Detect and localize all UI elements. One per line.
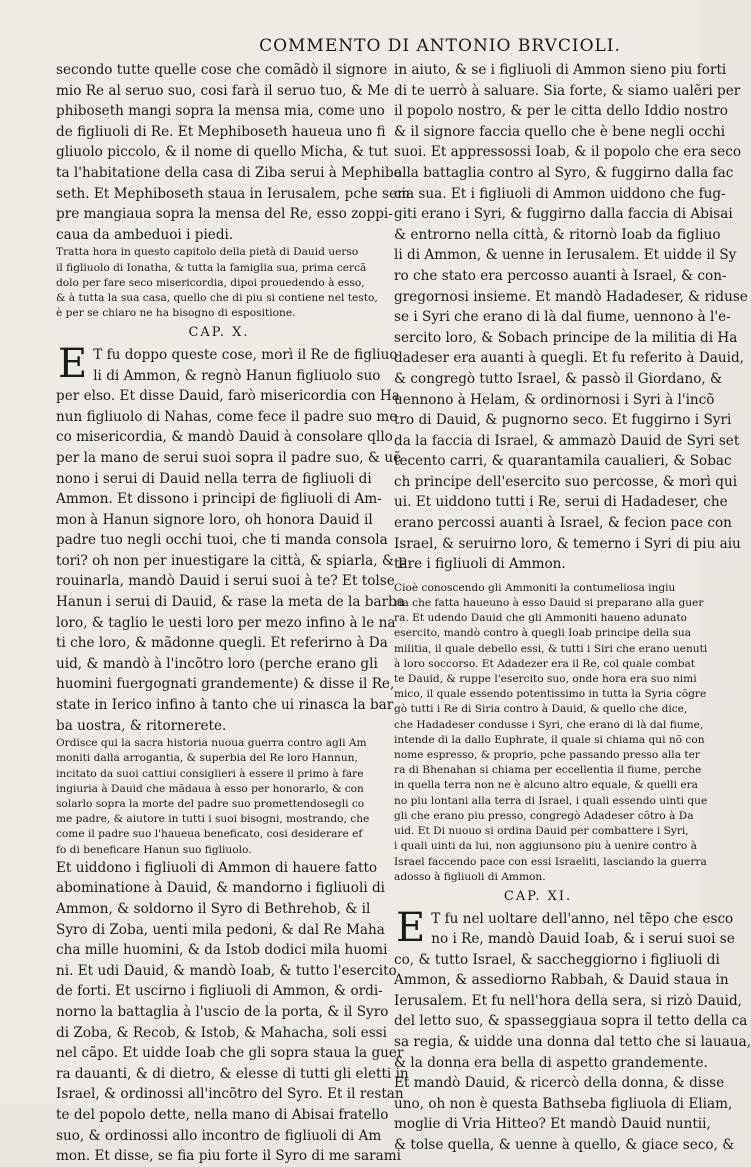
right-column	[394, 60, 751, 1154]
text-line: per la mano de serui suoi sopra il padre suo, & uẽ	[56, 449, 402, 466]
text-line: de figliuoli di Re. Et Mephiboseth haueua uno fi	[56, 123, 386, 140]
text-line: dolo per fare seco misericordia, dipoi prouedendo à esso,	[56, 276, 365, 289]
text-line: te del popolo dette, nella mano di Abisai fratello	[56, 1106, 389, 1123]
text-line: Ordisce qui la sacra historia nuoua guerra contro agli Am	[56, 737, 367, 750]
left-paragraph-3	[56, 858, 409, 1167]
text-line: Ierusalem. Et fu nell'hora della sera, si rizò Dauid,	[394, 992, 743, 1009]
text-line: cia sua. Et i figliuoli di Ammon uiddono che fug-	[394, 185, 726, 202]
text-line: suoi. Et appressossi Ioab, & il popolo che era seco	[394, 144, 742, 161]
text-line: pre mangiaua sopra la mensa del Re, esso zoppi-	[56, 206, 393, 223]
text-line: Et uiddono i figliuoli di Ammon di hauere fatto	[56, 859, 378, 876]
text-line: da la faccia di Israel, & ammazò Dauid de Syri set	[394, 432, 740, 449]
text-line: sa regia, & uidde una donna dal tetto che si lauaua,	[394, 1034, 751, 1051]
text-line: Israel, & seruirno loro, & temerno i Syri di piu aiu	[394, 535, 741, 552]
text-line: di Zoba, & Recob, & Istob, & Mahacha, soli essi	[56, 1024, 387, 1041]
text-line: del letto suo, & spasseggiaua sopra il tetto della ca	[394, 1013, 748, 1030]
text-line: ingiuria à Dauid che mãdaua à esso per honorarlo, & con	[56, 782, 364, 795]
text-line: secondo tutte quelle cose che comãdò il signore	[56, 62, 388, 78]
text-line: suo, & ordinossi allo incontro de figliuoli di Am	[56, 1127, 382, 1144]
text-line: uid, & mandò à l'incõtro loro (perche erano gli	[56, 655, 378, 672]
text-line: gò tutti i Re di Siria contro à Dauid, & quello che dice,	[394, 703, 688, 716]
right-paragraph-2-lines	[394, 904, 751, 1156]
text-line: ro che stato era percosso auanti à Israel, & con-	[394, 267, 727, 284]
text-line: de forti. Et uscirno i figliuoli di Ammon, & ordi-	[56, 983, 383, 1000]
text-line: Israel, & ordinossi all'incõtro del Syro. Et il restan	[56, 1086, 404, 1103]
right-paragraph-1	[394, 60, 748, 575]
right-paragraph-2	[394, 904, 751, 1156]
text-line: è per se chiaro ne ha bisogno di espositione.	[56, 307, 296, 320]
text-line: in aiuto, & se i figliuoli di Ammon sieno piu forti	[394, 62, 727, 78]
text-line: che Hadadeser condusse i Syri, che erano di là dal fiume,	[394, 718, 704, 731]
text-line: esercito, mandò contro à quegli Ioab principe della sua	[394, 627, 692, 640]
text-line: mon. Et disse, se fia piu forte il Syro di me sarami	[56, 1148, 401, 1165]
text-line: intende di la dallo Euphrate, il quale si chiama qui nõ con	[394, 733, 705, 746]
text-line: come il padre suo l'haueua beneficato, cosi desiderare ef	[56, 828, 363, 841]
text-line: ch principe dell'esercito suo percosse, & morì qui	[394, 473, 738, 490]
text-line: abominatione à Dauid, & mandorno i figliuoli di	[56, 880, 386, 897]
text-line: in quella terra non ne è alcuno altro equale, & quelli era	[394, 779, 698, 792]
text-line: uennono à Helam, & ordinornosi i Syri à l'incõ	[394, 391, 715, 408]
text-line: per elso. Et disse Dauid, farò misericordia con Ha	[56, 388, 400, 405]
left-paragraph-1	[56, 60, 410, 245]
text-line: alla battaglia contro al Syro, & fuggirno dalla fac	[394, 164, 734, 181]
text-line: mio Re al seruo suo, cosi farà il seruo tuo, & Me	[56, 82, 390, 99]
text-line: militia, il quale debello essi, & tutti i Siri che erano uenuti	[394, 642, 708, 655]
text-line: tori? oh non per inuestigare la città, & spiarla, & p	[56, 552, 407, 569]
left-commentary-2	[56, 736, 382, 858]
text-line: state in Ierico infino à tanto che ui rinasca la bar	[56, 697, 394, 714]
text-line: Ammon, & soldorno il Syro di Bethrehob, & il	[56, 901, 371, 918]
text-line: gliuolo piccolo, & il nome di quello Micha, & tut	[56, 144, 389, 161]
text-line: ra di Bhenahan si chiama per eccellentia il fiume, perche	[394, 764, 702, 777]
text-line: padre tuo negli occhi tuoi, che ti manda consola	[56, 532, 388, 549]
text-line: no piu lontani alla terra di Israel, i quali essendo uinti que	[394, 794, 708, 807]
text-line: nun figliuolo di Nahas, come fece il padre suo me	[56, 408, 398, 425]
text-line: T fu doppo queste cose, morì il Re de figliuo	[93, 346, 398, 363]
left-paragraph-2-lines	[56, 340, 407, 736]
text-line: Israel faccendo pace con essi Israeliti, lasciando la guerra	[394, 855, 707, 868]
text-line: li di Ammon, & uenne in Ierusalem. Et uidde il Sy	[394, 247, 737, 264]
text-line: Tratta hora in questo capitolo della pietà di Dauid uerso	[56, 246, 359, 259]
text-line: uno, oh non è questa Bathseba figliuola di Eliam,	[394, 1095, 733, 1112]
text-line: co, & tutto Israel, & saccheggiorno i figliuoli di	[394, 951, 720, 968]
left-commentary-1	[56, 245, 382, 321]
text-line: adosso à figliuoli di Ammon.	[394, 870, 546, 883]
text-line: incitato da suoi cattiui consiglieri à essere il primo à fare	[56, 767, 364, 780]
text-line: di te uerrò à saluare. Sia forte, & siamo ualẽri per	[394, 82, 741, 99]
running-header: COMMENTO DI ANTONIO BRVCIOLI.	[259, 36, 621, 56]
text-line: solarlo sopra la morte del padre suo promettendosegli co	[56, 798, 365, 811]
text-line: fo di beneficare Hanun suo figliuolo.	[56, 843, 252, 856]
text-line: Ammon, & assediorno Rabbah, & Dauid staua in	[394, 972, 729, 989]
text-line: mon à Hanun signore loro, oh honora Dauid il	[56, 511, 373, 528]
text-line: & entrorno nella città, & ritornò Ioab da figliuo	[394, 226, 721, 243]
left-paragraph-2	[56, 340, 407, 736]
text-line: uid. Et Di nuouo si ordina Dauid per combattere i Syri,	[394, 825, 689, 838]
text-line: gli che erano piu presso, congregò Adadeser cõtro à Da	[394, 809, 694, 822]
text-line: & congregò tutto Israel, & passò il Giordano, &	[394, 370, 723, 387]
text-line: i quali uinti da lui, non aggiunsono piu à uenire contro à	[394, 840, 697, 853]
text-line: erano percossi auanti à Israel, & fecion pace con	[394, 515, 732, 532]
text-line: te Dauid, & ruppe l'esercito suo, onde hora era suo nimi	[394, 673, 697, 686]
text-line: il popolo nostro, & per le citta dello Iddio nostro	[394, 103, 728, 120]
text-line: moglie di Vria Hitteo? Et mandò Dauid nuntii,	[394, 1116, 711, 1133]
text-line: se i Syri che erano di là dal fiume, uennono à l'e-	[394, 309, 731, 326]
text-line: ria che fatta haueuno à esso Dauid si preparano alla guer	[394, 597, 704, 610]
text-line: cha mille huomini, & da Istob dodici mila huomi	[56, 942, 388, 959]
drop-cap: E	[396, 904, 426, 951]
text-line: me padre, & aiutore in tutti i suoi bisogni, mostrando, che	[56, 813, 370, 826]
text-line: & il signore faccia quello che è bene negli occhi	[394, 123, 726, 140]
text-line: & la donna era bella di aspetto grandemente.	[394, 1054, 708, 1071]
text-line: gregornosi insieme. Et mandò Hadadeser, & riduse	[394, 288, 748, 305]
text-line: sercito loro, & Sobach principe de la militia di Ha	[394, 329, 738, 346]
text-line: Cioè conoscendo gli Ammoniti la contumeliosa ingiu	[394, 581, 676, 594]
text-line: ni. Et udi Dauid, & mandò Ioab, & tutto l'esercito	[56, 962, 397, 979]
text-line: Syro di Zoba, uenti mila pedoni, & dal Re Maha	[56, 921, 385, 938]
text-line: ta l'habitatione della casa di Ziba serui à Mephibo	[56, 164, 402, 181]
text-line: rouinarla, mandò Dauid i serui suoi à te? Et tolse	[56, 573, 395, 590]
text-line: co misericordia, & mandò Dauid à consolare qllo	[56, 429, 393, 446]
text-line: ui. Et uiddono tutti i Re, serui di Hadadeser, che	[394, 494, 728, 511]
text-line: nome espresso, & proprio, pche passando presso alla ter	[394, 749, 700, 762]
drop-cap: E	[58, 340, 88, 387]
text-line: ba uostra, & ritornerete.	[56, 717, 227, 734]
text-line: nono i serui di Dauid nella terra de figliuoli di	[56, 470, 372, 487]
text-line: T fu nel uoltare dell'anno, nel tẽpo che esco	[431, 910, 734, 927]
text-line: ra dauanti, & di dietro, & elesse di tutti gli eletti in	[56, 1065, 409, 1082]
left-column	[56, 60, 410, 1165]
text-line: mico, il quale essendo potentissimo in tutta la Syria cõgre	[394, 688, 707, 701]
text-line: Hanun i serui di Dauid, & rase la meta de la barba	[56, 594, 405, 611]
chapter-heading-x: CAP. X.	[188, 325, 250, 341]
text-line: loro, & taglio le uesti loro per mezo infino à le na	[56, 614, 396, 631]
text-line: huomini fuergognati grandemente) & disse il Re,	[56, 676, 395, 693]
text-line: Et mandò Dauid, & ricercò della donna, & disse	[394, 1075, 725, 1092]
text-line: & à tutta la sua casa, quello che di piu si contiene nel testo,	[56, 291, 378, 304]
text-line: ti che loro, & mãdonne quegli. Et referirno à Da	[56, 635, 388, 652]
chapter-heading-xi: CAP. XI.	[503, 888, 573, 904]
text-line: li di Ammon, & regnò Hanun figliuolo suo	[93, 367, 381, 384]
text-line: caua da ambeduoi i piedi.	[56, 226, 234, 243]
text-line: à loro soccorso. Et Adadezer era il Re, col quale combat	[394, 657, 696, 670]
text-line: ra. Et udendo Dauid che gli Ammoniti haueno adunato	[394, 612, 688, 625]
text-line: phiboseth mangi sopra la mensa mia, come uno	[56, 103, 385, 120]
text-line: tare i figliuoli di Ammon.	[394, 556, 566, 573]
text-line: Ammon. Et dissono i principi de figliuoli di Am-	[56, 491, 382, 508]
text-line: & tolse quella, & uenne à quello, & giace seco, &	[394, 1137, 735, 1154]
text-line: seth. Et Mephiboseth staua in Ierusalem, pche sem	[56, 185, 410, 202]
text-line: tro di Dauid, & pugnorno seco. Et fuggirno i Syri	[394, 412, 732, 429]
text-line: dadeser era auanti à quegli. Et fu referito à Dauid,	[394, 350, 744, 367]
text-line: norno la battaglia à l'uscio de la porta, & il Syro	[56, 1004, 389, 1021]
text-line: moniti dalla arrogantia, & superbia del Re loro Hannun,	[56, 752, 358, 765]
right-commentary-1	[394, 581, 708, 885]
text-line: il figliuolo di Ionatha, & tutta la famiglia sua, prima cercã	[56, 261, 367, 274]
text-line: giti erano i Syri, & fuggirno dalla faccia di Abisai	[394, 206, 733, 223]
text-line: no i Re, mandò Dauid Ioab, & i serui suoi se	[431, 931, 735, 948]
text-line: nel cãpo. Et uidde Ioab che gli sopra staua la guer	[56, 1045, 404, 1062]
text-line: tecento carri, & quarantamila caualieri, & Sobac	[394, 453, 732, 470]
